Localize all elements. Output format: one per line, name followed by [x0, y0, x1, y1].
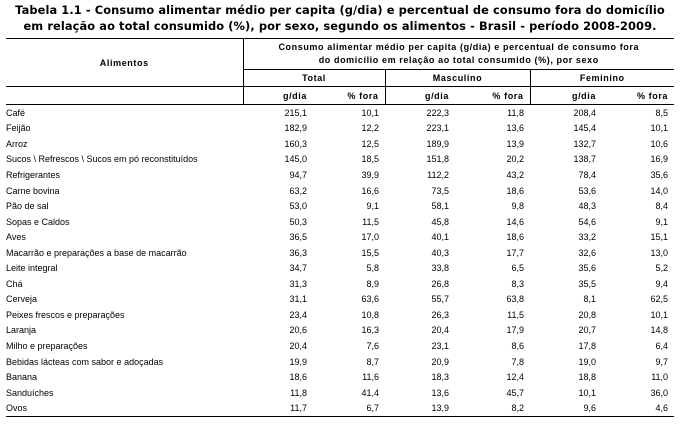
- masc-gdia-cell: 23,1: [431, 340, 449, 351]
- masc-pct-cell: 14,6: [506, 216, 524, 227]
- masc-gdia-cell: 55,7: [431, 294, 449, 305]
- masc-pct-cell: 18,6: [506, 232, 524, 243]
- fem-gdia-header: g/dia: [530, 87, 602, 105]
- total-pct-cell: 8,9: [366, 278, 379, 289]
- total-pct-cell: 12,5: [361, 138, 379, 149]
- total-pct-cell: 12,2: [361, 123, 379, 134]
- alimentos-header-spacer: [6, 87, 243, 105]
- masc-pct-cell: 8,6: [511, 340, 524, 351]
- total-gdia-cell: 36,3: [289, 247, 307, 258]
- total-gdia-cell: 34,7: [289, 263, 307, 274]
- fem-gdia-cell: 20,8: [578, 309, 596, 320]
- food-name-cell: Cerveja: [6, 294, 38, 305]
- food-name-cell: Chá: [6, 278, 23, 289]
- total-header: Total: [243, 70, 385, 87]
- fem-pct-cell: 8,4: [655, 201, 669, 212]
- fem-pct-cell: 13,0: [650, 247, 669, 258]
- food-name-cell: Macarrão e preparações a base de macarrão: [6, 247, 187, 258]
- masc-gdia-cell: 40,3: [431, 247, 449, 258]
- masc-pct-cell: 18,6: [506, 185, 524, 196]
- masc-gdia-cell: 26,8: [431, 278, 449, 289]
- table-row: [6, 354, 674, 370]
- fem-pct-cell: 10,1: [650, 309, 669, 320]
- total-gdia-cell: 53,0: [289, 201, 307, 212]
- total-gdia-cell: 160,3: [284, 138, 307, 149]
- masc-pct-cell: 20,2: [506, 154, 524, 165]
- masc-gdia-cell: 223,1: [426, 123, 449, 134]
- masc-pct-cell: 9,8: [511, 201, 524, 212]
- alimentos-header: Alimentos: [6, 39, 243, 87]
- masc-pct-cell: 8,3: [511, 278, 524, 289]
- food-name-cell: Laranja: [6, 325, 37, 336]
- total-pct-cell: 16,6: [361, 185, 379, 196]
- masc-gdia-cell: 73,5: [431, 185, 449, 196]
- food-name-cell: Bebidas lácteas com sabor e adoçadas: [6, 356, 164, 367]
- masc-gdia-cell: 151,8: [426, 154, 449, 165]
- masc-gdia-cell: 13,6: [431, 387, 449, 398]
- table-header: [6, 39, 674, 105]
- group-header: [243, 39, 674, 70]
- total-gdia-cell: 50,3: [289, 216, 307, 227]
- fem-gdia-cell: 78,4: [578, 169, 596, 180]
- total-pct-cell: 16,3: [361, 325, 379, 336]
- fem-gdia-cell: 33,2: [578, 232, 596, 243]
- table-title-line-2: em relação ao total consumido (%), por sexo, segundo os alimentos - Brasil - período 2008-2009.: [23, 18, 657, 33]
- total-gdia-cell: 20,4: [289, 340, 307, 351]
- fem-pct-cell: 8,5: [655, 107, 669, 118]
- fem-pct-cell: 15,1: [650, 232, 669, 243]
- fem-gdia-cell: 208,4: [573, 107, 596, 118]
- masc-pct-cell: 12,4: [506, 372, 524, 383]
- total-pct-cell: 39,9: [361, 169, 379, 180]
- table-row: [6, 276, 674, 292]
- table-title-line-1: Tabela 1.1 - Consumo alimentar médio per capita (g/dia) e percentual de consumo fora do domicílio: [15, 3, 665, 17]
- total-pct-cell: 63,6: [361, 294, 379, 305]
- masc-pct-cell: 11,5: [507, 309, 524, 320]
- total-gdia-cell: 63,2: [289, 185, 307, 196]
- fem-pct-cell: 35,6: [650, 169, 669, 180]
- masc-pct-cell: 43,2: [506, 169, 524, 180]
- table-row: [6, 121, 674, 137]
- food-name-cell: Carne bovina: [6, 185, 60, 196]
- table-row: [6, 229, 674, 245]
- masc-pct-cell: 8,2: [455, 400, 530, 416]
- masc-pct-cell: 45,7: [506, 387, 524, 398]
- masc-pct-cell: 11,8: [507, 107, 524, 118]
- food-name-cell: Refrigerantes: [6, 169, 61, 180]
- masc-pct-cell: 13,6: [506, 123, 524, 134]
- masc-gdia-cell: 189,9: [426, 138, 449, 149]
- table-row: [6, 400, 674, 416]
- total-pct-cell: 9,1: [366, 201, 379, 212]
- fem-gdia-cell: 8,1: [583, 294, 596, 305]
- masc-pct-cell: 17,9: [506, 325, 524, 336]
- table-row: [6, 183, 674, 199]
- masc-gdia-cell: 222,3: [426, 107, 449, 118]
- table-row: [6, 323, 674, 339]
- total-gdia-cell: 182,9: [284, 123, 307, 134]
- total-pct-cell: 11,6: [362, 372, 379, 383]
- total-gdia-cell: 36,5: [289, 232, 307, 243]
- total-gdia-cell: 31,3: [289, 278, 307, 289]
- food-name-cell: Pão de sal: [6, 201, 49, 212]
- fem-gdia-cell: 54,6: [578, 216, 596, 227]
- masculino-header: Masculino: [385, 70, 530, 87]
- food-consumption-table: [6, 38, 674, 417]
- food-name-cell: Milho e preparações: [6, 340, 88, 351]
- table-row: [6, 152, 674, 168]
- table-row: [6, 260, 674, 276]
- fem-pct-cell: 4,6: [602, 400, 674, 416]
- total-gdia-cell: 11,8: [290, 387, 307, 398]
- masc-gdia-cell: 26,3: [431, 309, 449, 320]
- masc-pct-cell: 6,5: [511, 263, 524, 274]
- food-name-cell: Sanduíches: [6, 387, 54, 398]
- total-gdia-cell: 18,6: [289, 372, 307, 383]
- fem-gdia-cell: 145,4: [573, 123, 596, 134]
- total-pct-cell: 5,8: [366, 263, 379, 274]
- total-pct-cell: 10,8: [361, 309, 379, 320]
- fem-gdia-cell: 32,6: [578, 247, 596, 258]
- total-pct-cell: 18,5: [361, 154, 379, 165]
- fem-pct-cell: 9,7: [655, 356, 669, 367]
- table-title: [4, 3, 676, 34]
- food-name-cell: Café: [6, 107, 26, 118]
- food-name-cell: Banana: [6, 372, 38, 383]
- fem-pct-cell: 5,2: [655, 263, 669, 274]
- total-gdia-cell: 23,4: [289, 309, 307, 320]
- group-header-line-2: do domicílio em relação ao total consumido (%), por sexo: [318, 55, 599, 65]
- fem-gdia-cell: 48,3: [578, 201, 596, 212]
- masc-gdia-cell: 112,2: [427, 169, 449, 180]
- fem-gdia-cell: 18,8: [578, 372, 596, 383]
- total-gdia-cell: 94,7: [289, 169, 307, 180]
- fem-pct-cell: 36,0: [650, 387, 669, 398]
- food-name-cell: Feijão: [6, 123, 31, 134]
- total-gdia-cell: 19,9: [289, 356, 307, 367]
- total-gdia-header: g/dia: [243, 87, 313, 105]
- total-gdia-cell: 215,1: [284, 107, 307, 118]
- food-name-cell: Peixes frescos e preparações: [6, 309, 125, 320]
- fem-gdia-cell: 19,0: [578, 356, 596, 367]
- masc-gdia-cell: 20,4: [431, 325, 449, 336]
- group-header-line-1: Consumo alimentar médio per capita (g/dia) e percentual de consumo fora: [278, 42, 640, 52]
- fem-pct-cell: 6,4: [655, 340, 669, 351]
- masc-pct-cell: 17,7: [506, 247, 524, 258]
- fem-gdia-cell: 10,1: [578, 387, 596, 398]
- fem-gdia-cell: 20,7: [578, 325, 596, 336]
- fem-gdia-cell: 9,6: [530, 400, 602, 416]
- table-row: [6, 307, 674, 323]
- fem-gdia-cell: 53,6: [578, 185, 596, 196]
- table-row: [6, 338, 674, 354]
- feminino-header: Feminino: [530, 70, 674, 87]
- fem-pct-cell: 14,8: [650, 325, 669, 336]
- masc-gdia-cell: 58,1: [431, 201, 449, 212]
- food-name-cell: Ovos: [6, 400, 243, 416]
- total-pct-cell: 7,6: [366, 340, 379, 351]
- total-pct-cell: 10,1: [361, 107, 379, 118]
- masc-pct-cell: 7,8: [511, 356, 524, 367]
- fem-pct-cell: 14,0: [650, 185, 669, 196]
- masc-pct-cell: 13,9: [506, 138, 524, 149]
- table-row: [6, 198, 674, 214]
- fem-pct-cell: 10,1: [650, 123, 669, 134]
- food-name-cell: Sopas e Caldos: [6, 216, 70, 227]
- table-row: [6, 385, 674, 401]
- fem-gdia-cell: 138,7: [573, 154, 596, 165]
- fem-pct-header: % fora: [602, 87, 674, 105]
- total-pct-cell: 17,0: [361, 232, 379, 243]
- table-row: [6, 214, 674, 230]
- table-row: [6, 136, 674, 152]
- fem-gdia-cell: 35,5: [578, 278, 596, 289]
- fem-pct-cell: 16,9: [650, 154, 669, 165]
- masc-gdia-cell: 18,3: [431, 372, 449, 383]
- total-pct-cell: 8,7: [366, 356, 379, 367]
- table-row: [6, 105, 674, 121]
- fem-pct-cell: 10,6: [650, 138, 669, 149]
- fem-gdia-cell: 132,7: [573, 138, 596, 149]
- fem-gdia-cell: 35,6: [578, 263, 596, 274]
- masc-gdia-cell: 13,9: [385, 400, 455, 416]
- masc-gdia-cell: 33,8: [431, 263, 449, 274]
- table-row: [6, 245, 674, 261]
- masc-gdia-header: g/dia: [385, 87, 455, 105]
- masc-gdia-cell: 40,1: [431, 232, 449, 243]
- total-pct-cell: 41,4: [361, 387, 379, 398]
- total-gdia-cell: 20,6: [289, 325, 307, 336]
- food-name-cell: Aves: [6, 232, 26, 243]
- total-pct-cell: 6,7: [313, 400, 385, 416]
- total-gdia-cell: 145,0: [284, 154, 307, 165]
- total-pct-cell: 15,5: [361, 247, 379, 258]
- food-name-cell: Sucos \ Refrescos \ Sucos em pó reconstituídos: [6, 154, 198, 165]
- fem-pct-cell: 62,5: [650, 294, 669, 305]
- food-name-cell: Leite integral: [6, 263, 58, 274]
- total-gdia-cell: 11,7: [243, 400, 313, 416]
- masc-pct-cell: 63,8: [506, 294, 524, 305]
- total-pct-cell: 11,5: [362, 216, 379, 227]
- total-gdia-cell: 31,1: [289, 294, 307, 305]
- masc-pct-header: % fora: [455, 87, 530, 105]
- table-body: [6, 105, 674, 417]
- table-row: [6, 292, 674, 308]
- fem-pct-cell: 9,1: [655, 216, 669, 227]
- masc-gdia-cell: 20,9: [431, 356, 449, 367]
- fem-gdia-cell: 17,8: [578, 340, 596, 351]
- fem-pct-cell: 11,0: [651, 372, 669, 383]
- total-pct-header: % fora: [313, 87, 385, 105]
- table-row: [6, 369, 674, 385]
- fem-pct-cell: 9,4: [655, 278, 669, 289]
- food-name-cell: Arroz: [6, 138, 28, 149]
- masc-gdia-cell: 45,8: [431, 216, 449, 227]
- table-row: [6, 167, 674, 183]
